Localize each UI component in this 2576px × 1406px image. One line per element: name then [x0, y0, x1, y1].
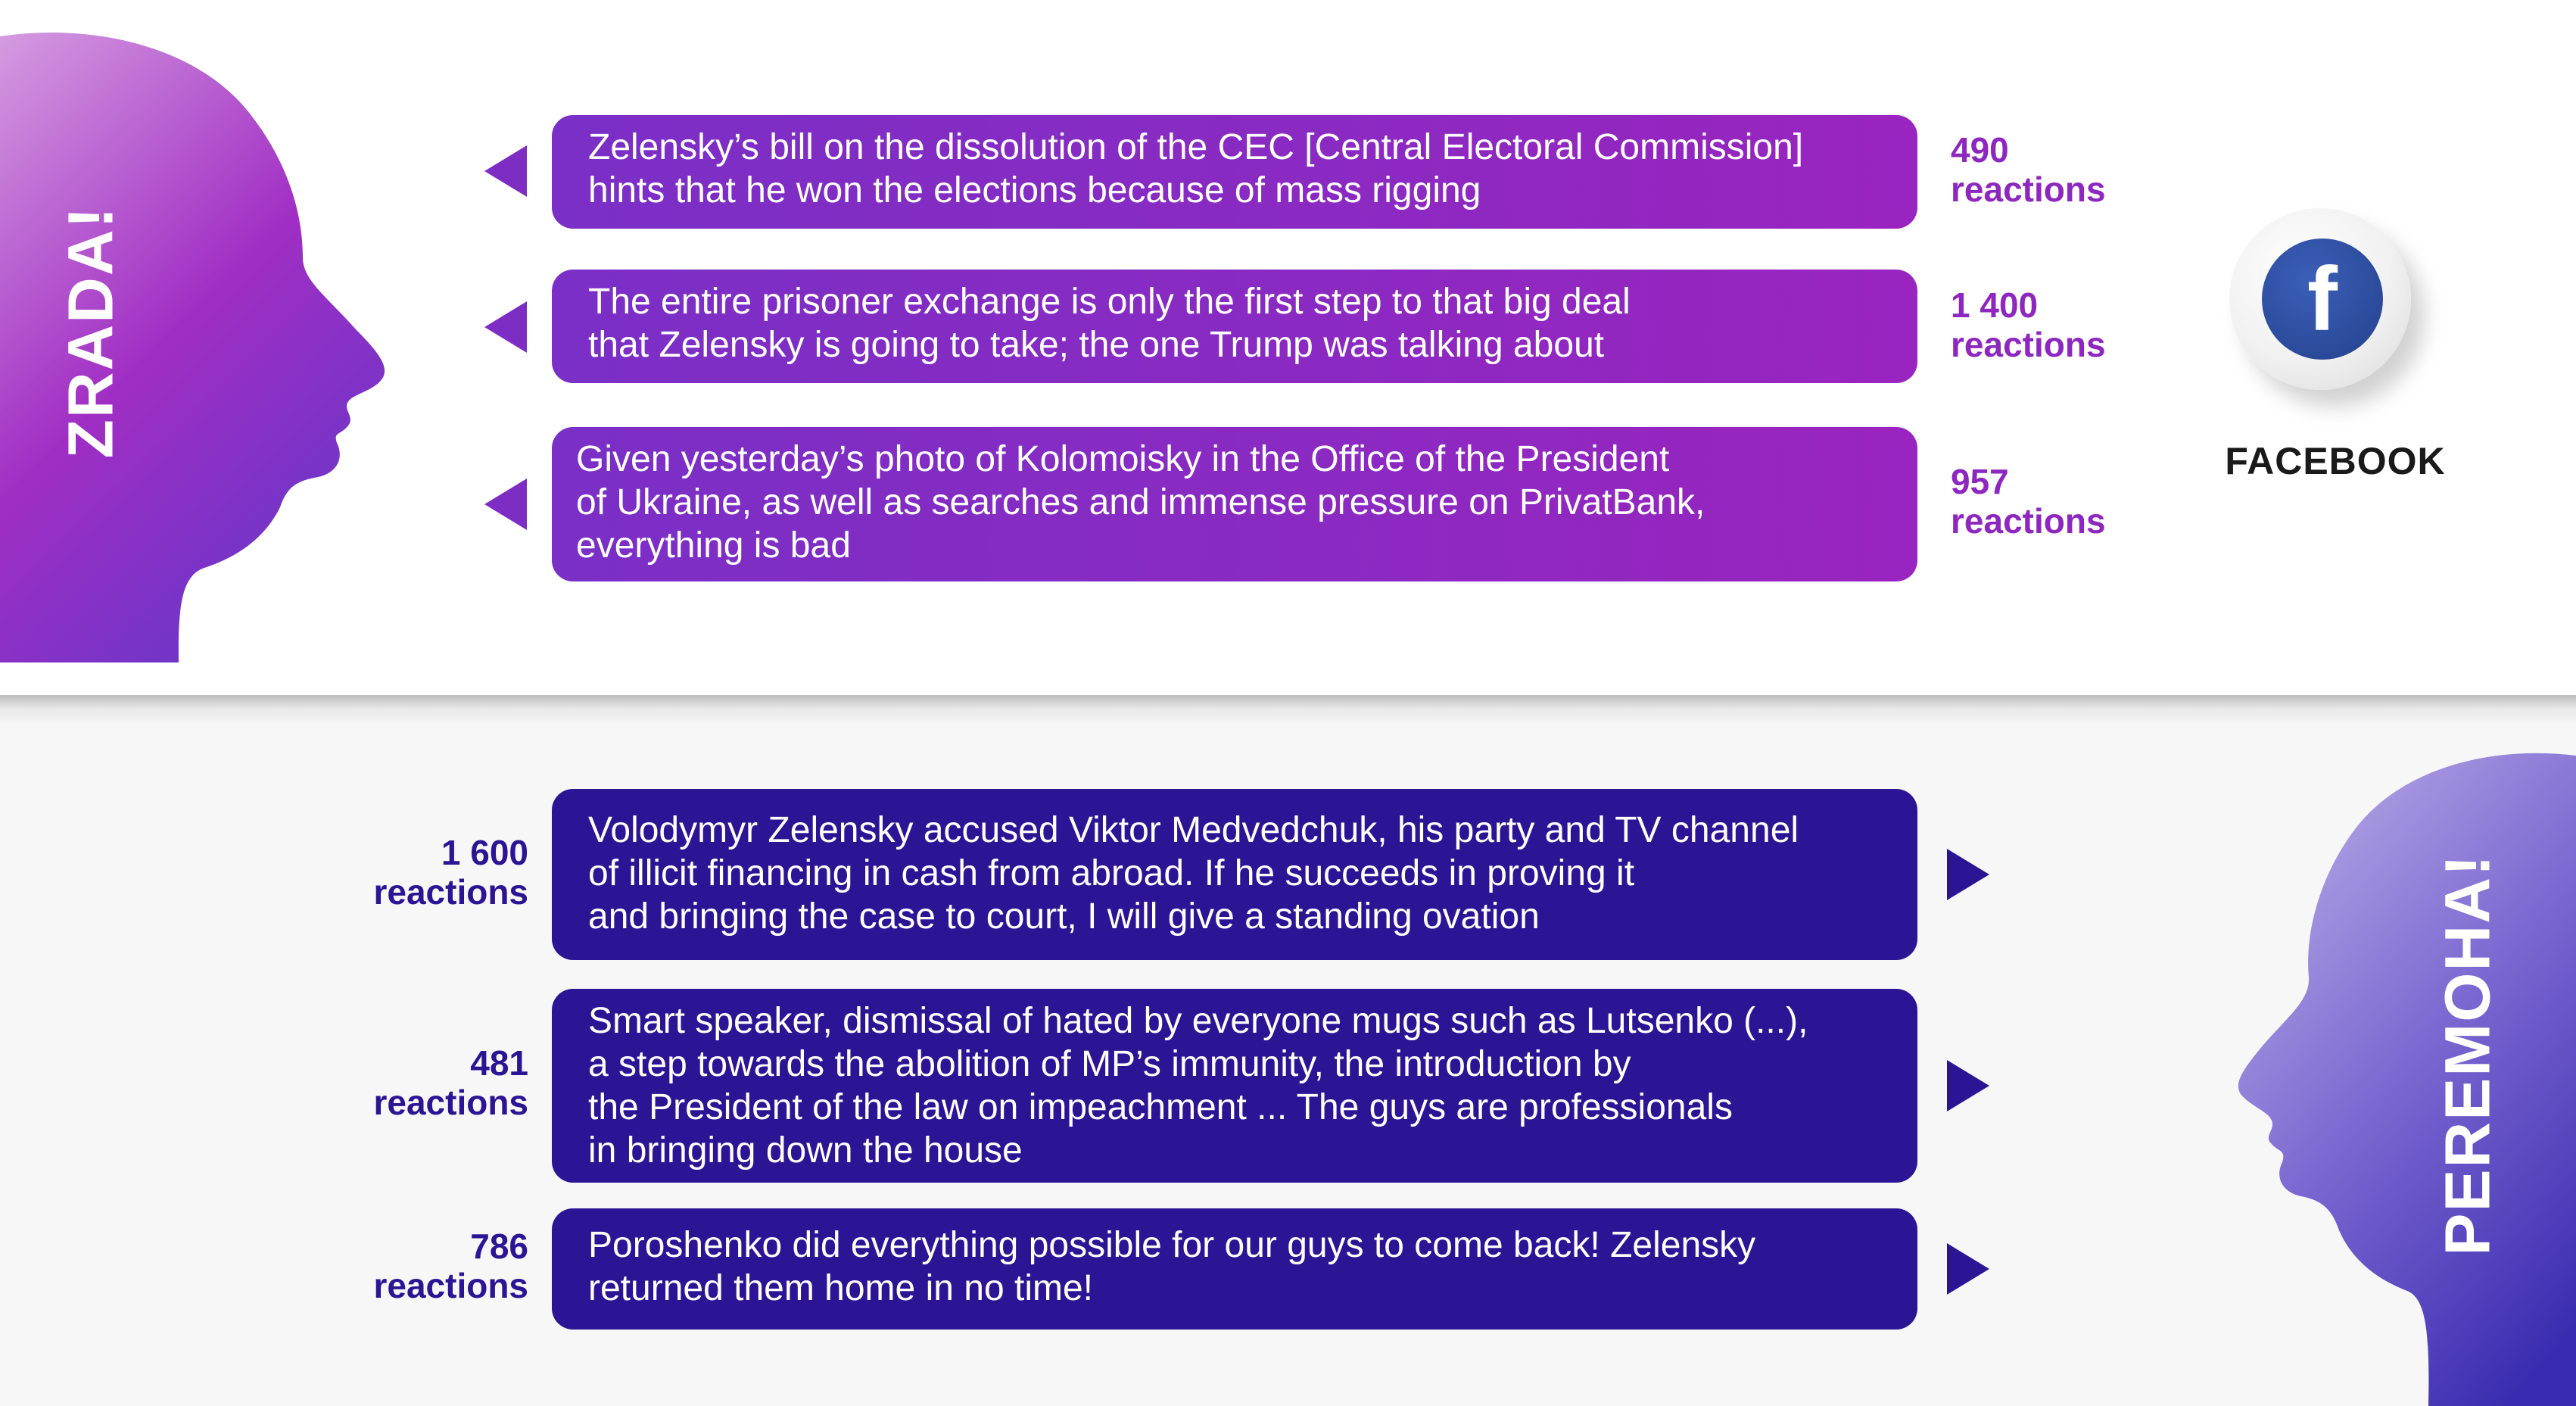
reaction-count — [301, 833, 528, 912]
reaction-unit: reactions — [373, 1266, 528, 1305]
quote-line: everything is bad — [576, 525, 851, 566]
zrada-quote-bubble — [552, 270, 1917, 383]
reaction-number: 786 — [470, 1227, 528, 1266]
peremoha-label: PEREMOHA! — [2431, 853, 2503, 1256]
peremoha-head-silhouette — [2180, 750, 2576, 1406]
reaction-unit: reactions — [1951, 325, 2106, 364]
peremoha-quote-bubble — [552, 989, 1917, 1183]
zrada-pointer-arrow — [484, 479, 527, 530]
quote-line: Volodymyr Zelensky accused Viktor Medvedchuk, his party and TV channel — [588, 810, 1799, 850]
zrada-pointer-arrow — [484, 301, 527, 353]
zrada-quote-bubble — [552, 427, 1917, 581]
zrada-quote-bubble — [552, 115, 1917, 229]
reaction-unit: reactions — [1951, 501, 2106, 541]
quote-line: hints that he won the elections because of mass rigging — [588, 170, 1481, 210]
quote-line: Zelensky’s bill on the dissolution of the CEC [Central Electoral Commission] — [588, 127, 1804, 167]
quote-line: The entire prisoner exchange is only the first step to that big deal — [588, 282, 1631, 322]
peremoha-quote-bubble — [552, 1208, 1917, 1330]
zrada-label: ZRADA! — [55, 205, 126, 459]
quote-line: returned them home in no time! — [588, 1268, 1094, 1308]
peremoha-pointer-arrow — [1947, 849, 1989, 900]
quote-line: that Zelensky is going to take; the one Trump was talking about — [588, 325, 1605, 365]
quote-line: a step towards the abolition of MP’s immunity, the introduction by — [588, 1044, 1631, 1084]
quote-line: and bringing the case to court, I will give a standing ovation — [588, 896, 1540, 937]
peremoha-pointer-arrow — [1947, 1243, 1989, 1295]
reaction-count — [1951, 285, 2106, 364]
quote-line: in bringing down the house — [588, 1130, 1023, 1171]
peremoha-pointer-arrow — [1947, 1060, 1989, 1111]
reaction-number: 1 600 — [441, 833, 528, 872]
quote-line: of illicit financing in cash from abroad. If he succeeds in proving it — [588, 853, 1635, 893]
reaction-number: 481 — [470, 1043, 528, 1083]
reaction-count — [1951, 130, 2106, 209]
platform-label: FACEBOOK — [2225, 440, 2446, 482]
peremoha-quote-bubble — [552, 789, 1917, 960]
quote-line: Poroshenko did everything possible for our guys to come back! Zelensky — [588, 1225, 1756, 1265]
facebook-glyph: f — [2307, 248, 2338, 350]
quote-line: Smart speaker, dismissal of hated by everyone mugs such as Lutsenko (...), — [588, 1001, 1808, 1041]
quote-line: of Ukraine, as well as searches and immense pressure on PrivatBank, — [576, 482, 1705, 522]
reaction-number: 490 — [1951, 130, 2009, 170]
reaction-count — [1951, 462, 2106, 541]
reaction-unit: reactions — [1951, 170, 2106, 209]
zrada-pointer-arrow — [484, 145, 527, 197]
facebook-icon — [2262, 238, 2383, 360]
quote-line: Given yesterday’s photo of Kolomoisky in the Office of the President — [576, 439, 1670, 479]
reaction-number: 957 — [1951, 462, 2009, 501]
reaction-unit: reactions — [373, 872, 528, 912]
reaction-count — [301, 1227, 528, 1305]
zrada-head-silhouette — [0, 30, 394, 666]
reaction-count — [301, 1043, 528, 1122]
quote-line: the President of the law on impeachment ... The guys are professionals — [588, 1087, 1733, 1127]
reaction-number: 1 400 — [1951, 285, 2039, 325]
section-divider — [0, 695, 2576, 725]
reaction-unit: reactions — [373, 1083, 528, 1122]
